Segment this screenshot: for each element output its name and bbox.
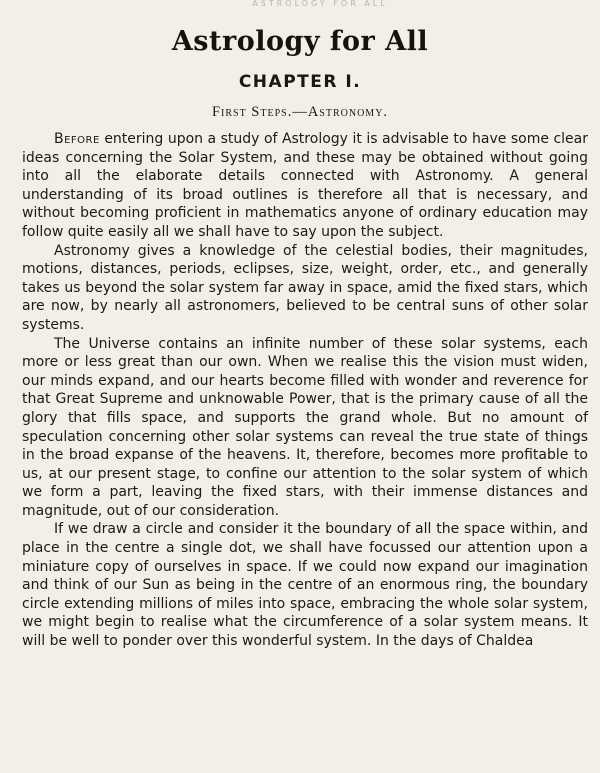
chapter-heading: CHAPTER I. <box>238 72 362 92</box>
body-text <box>22 130 588 651</box>
paragraph-text: The Universe contains an infinite number of these solar systems, each more or less great than our own. When we realise this the vision must widen, our minds expand, and our hearts become filled with wonder and reverence for that Great Supreme and unknowable Power, that is the primary cause of all the glory that fills space, and supports the grand whole. But no amount of speculation concerning other solar systems can reveal the true state of things in the broad expanse of the heavens. It, therefore, becomes more profitable to us, at our present stage, to confine our attention to the solar system of which we form a part, leaving the fixed stars, with their immense distances and magnitude, out of our consideration. <box>22 335 588 519</box>
paragraph <box>22 130 588 242</box>
paragraph <box>22 520 588 650</box>
paragraph <box>22 335 588 521</box>
paragraph-text: Astronomy gives a knowledge of the celestial bodies, their magnitudes, motions, distances, periods, eclipses, size, weight, order, etc., and generally takes us beyond the solar system far away in space, amid the fixed stars, which are now, by nearly all astronomers, believed to be central suns of other solar systems. <box>22 242 588 333</box>
lead-word: Before <box>54 131 100 147</box>
paragraph <box>22 242 588 335</box>
paragraph-text: entering upon a study of Astrology it is advisable to have some clear ideas concerning the Solar System, and these may be obtained without going into all the elaborate details connected with Astronomy. A general understanding of its broad outlines is therefore all that is necessary, and without becoming proficient in mathematics anyone of ordinary education may follow quite easily all we shall have to say upon the subject. <box>22 131 588 240</box>
running-header: ASTROLOGY FOR ALL <box>252 0 388 8</box>
book-title: Astrology for All <box>171 26 429 57</box>
paragraph-text: If we draw a circle and consider it the boundary of all the space within, and place in the centre a single dot, we shall have focussed our attention upon a miniature copy of ourselves in space. If we could now expand our imagination and think of our Sun as being in the centre of an enormous ring, the boundary circle extending millions of miles into space, embracing the whole solar system, we might begin to realise what the circumference of a solar system means. It will be well to ponder over this wonderful system. In the days of Chaldea <box>22 521 588 650</box>
section-title: First Steps.—Astronomy. <box>211 104 389 120</box>
